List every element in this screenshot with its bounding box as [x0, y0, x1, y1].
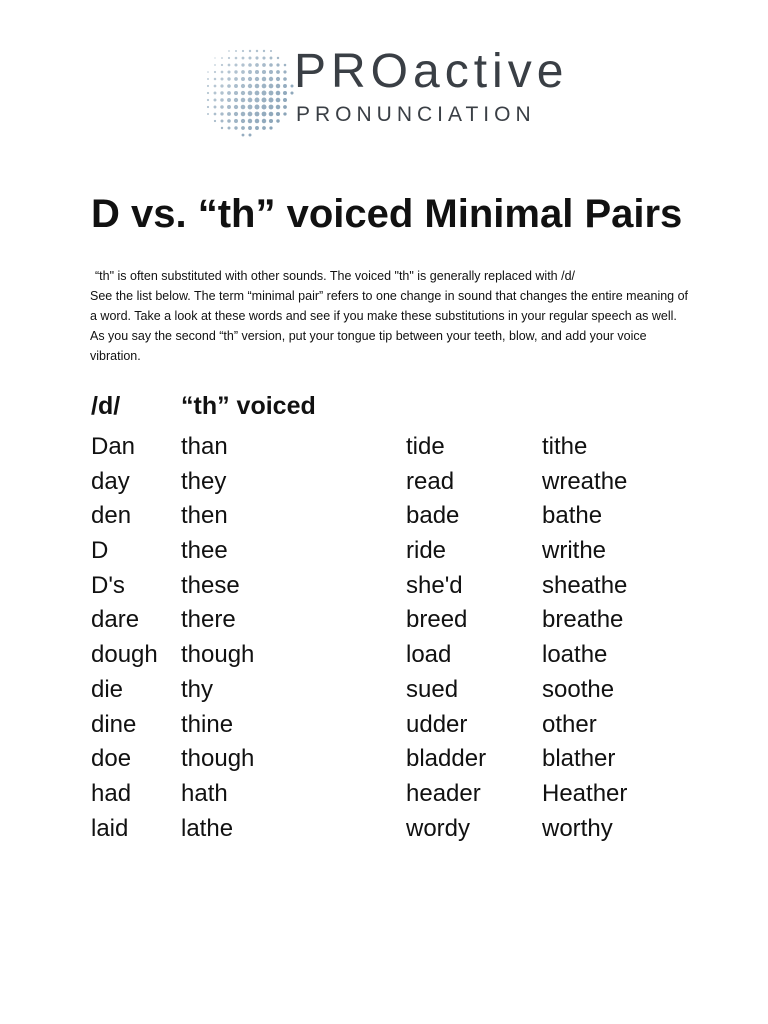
logo-dot	[207, 106, 209, 108]
logo-dot	[255, 105, 260, 110]
word-item: read	[406, 467, 455, 495]
word-item: blather	[542, 745, 616, 773]
logo-dot	[269, 98, 274, 103]
logo-dot	[283, 84, 287, 88]
word-item: sued	[406, 675, 459, 703]
logo-dot	[221, 127, 223, 129]
logo-dot	[227, 112, 231, 116]
word-column-3	[406, 430, 486, 846]
logo-dot	[207, 113, 209, 115]
logo-dot	[248, 98, 253, 103]
word-item: ride	[406, 537, 447, 565]
logo-dot	[221, 71, 224, 74]
logo-dot	[262, 70, 266, 74]
word-item: bladder	[406, 745, 487, 773]
word-item: then	[181, 502, 228, 530]
logo-dot	[234, 98, 238, 102]
brand-logo	[200, 40, 580, 140]
logo-dot	[207, 78, 209, 80]
logo-dot	[227, 98, 231, 102]
logo-dot	[241, 70, 245, 74]
logo-dot	[269, 63, 273, 67]
word-column-1	[91, 430, 158, 846]
word-item: laid	[91, 814, 129, 842]
logo-dot	[241, 91, 245, 95]
logo-dot	[241, 126, 245, 130]
logo-dot	[220, 91, 223, 94]
logo-dot	[248, 119, 252, 123]
logo-dot	[248, 112, 253, 117]
logo-dot	[214, 99, 217, 102]
logo-dot	[256, 50, 258, 52]
logo-dot	[234, 119, 238, 123]
logo-dot	[248, 105, 253, 110]
dot-globe-icon	[200, 40, 294, 140]
logo-dot	[269, 77, 273, 81]
logo-dot	[249, 50, 251, 52]
logo-dot	[276, 105, 280, 109]
logo-dot	[221, 57, 223, 59]
logo-dot	[248, 91, 253, 96]
logo-dot	[283, 77, 287, 81]
logo-dot	[234, 84, 238, 88]
word-item: dine	[91, 710, 137, 738]
logo-dot	[255, 126, 259, 130]
logo-dot	[214, 120, 216, 122]
logo-dot	[234, 77, 238, 81]
logo-dot	[220, 98, 223, 101]
logo-dot	[214, 78, 217, 81]
logo-dot	[248, 56, 251, 59]
word-item: load	[406, 641, 452, 669]
word-item: wreathe	[542, 467, 628, 495]
logo-dot	[269, 105, 274, 110]
logo-dot	[220, 105, 223, 108]
logo-dot	[242, 134, 245, 137]
word-item: dough	[91, 641, 158, 669]
word-item: other	[542, 710, 597, 738]
logo-dot	[276, 63, 279, 66]
word-item: though	[181, 745, 255, 773]
logo-dot	[269, 119, 273, 123]
logo-dot	[276, 112, 280, 116]
word-item: she'd	[406, 571, 463, 599]
logo-dot	[227, 119, 231, 123]
logo-dot	[214, 92, 217, 95]
logo-dot	[241, 63, 244, 66]
word-item: though	[181, 641, 255, 669]
word-item: den	[91, 502, 132, 530]
logo-dot	[269, 91, 274, 96]
logo-dot	[262, 126, 266, 130]
logo-dot	[283, 70, 286, 73]
logo-dot	[221, 64, 223, 66]
word-item: breed	[406, 606, 468, 634]
logo-dot	[262, 56, 265, 59]
logo-dot	[269, 84, 274, 89]
logo-dot	[248, 70, 252, 74]
word-item: tide	[406, 433, 445, 460]
word-item: worthy	[542, 814, 613, 842]
word-item: wordy	[406, 814, 471, 842]
logo-dot	[276, 119, 279, 122]
word-item: thy	[181, 675, 214, 703]
word-item: breathe	[542, 606, 624, 634]
word-item: D	[91, 537, 109, 565]
word-column-2	[181, 430, 254, 846]
logo-dot	[284, 64, 287, 67]
logo-dot	[234, 112, 238, 116]
logo-dot	[207, 85, 209, 87]
logo-dot	[220, 112, 223, 115]
word-item: header	[406, 779, 481, 807]
logo-dot	[269, 126, 272, 129]
intro-paragraph: See the list below. The term “minimal pair” refers to one change in sound that changes the entire meaning of a word. Take a look at these words and see if you make these substitutions in your regular speech as well. As you say the second “th” version, put your tongue tip between your teeth, blow, and add your voice vibration.	[90, 289, 689, 363]
logo-dot	[228, 64, 231, 67]
logo-dot	[255, 77, 259, 81]
logo-dot	[276, 70, 280, 74]
logo-dot	[235, 57, 238, 60]
logo-dot	[248, 84, 252, 88]
word-item: sheathe	[542, 571, 628, 599]
word-item: lathe	[181, 814, 234, 842]
logo-dot	[262, 84, 267, 89]
word-item: soothe	[542, 675, 615, 703]
word-item: Dan	[91, 433, 136, 460]
brand-name: PROactive	[294, 45, 569, 98]
logo-dot	[214, 106, 217, 109]
logo-dot	[221, 78, 224, 81]
logo-dot	[214, 85, 217, 88]
logo-dot	[255, 98, 260, 103]
intro-line-1: “th" is often substituted with other sounds. The voiced "th" is generally replaced with /d/	[95, 269, 576, 283]
logo-dot	[234, 126, 237, 129]
logo-dot	[227, 70, 230, 73]
logo-dot	[228, 50, 230, 52]
logo-dot	[234, 105, 238, 109]
logo-dot	[227, 105, 231, 109]
logo-dot	[207, 71, 209, 73]
header-d: /d/	[91, 392, 121, 420]
logo-dot	[242, 50, 244, 52]
word-item: thine	[181, 710, 234, 738]
logo-dot	[262, 98, 267, 103]
logo-dot	[227, 77, 230, 80]
word-column-4	[542, 430, 627, 846]
logo-dot	[221, 120, 224, 123]
word-item: dare	[91, 606, 140, 634]
logo-dot	[227, 91, 231, 95]
logo-dot	[234, 91, 238, 95]
logo-dot	[220, 84, 223, 87]
logo-dot	[248, 77, 252, 81]
word-item: these	[181, 571, 240, 599]
logo-dot	[269, 112, 274, 117]
logo-dot	[228, 57, 230, 59]
logo-dot	[241, 98, 246, 103]
word-item: udder	[406, 710, 468, 738]
logo-dot	[255, 63, 259, 67]
word-item: day	[91, 467, 130, 495]
logo-dot	[262, 112, 267, 117]
logo-dot	[241, 119, 245, 123]
logo-dot	[207, 92, 209, 94]
logo-dot	[283, 98, 287, 102]
logo-dot	[235, 50, 237, 52]
logo-dot	[248, 126, 252, 130]
word-item: doe	[91, 745, 132, 773]
logo-dot	[283, 91, 287, 95]
logo-dot	[262, 63, 266, 67]
logo-dot	[276, 84, 280, 88]
logo-dot	[214, 113, 217, 116]
word-item: bathe	[542, 502, 603, 530]
logo-dot	[283, 112, 286, 115]
logo-dot	[255, 70, 259, 74]
logo-dot	[276, 98, 281, 103]
brand-subtitle: PRONUNCIATION	[296, 103, 536, 126]
logo-dot	[214, 57, 215, 58]
logo-dot	[255, 119, 260, 124]
logo-dot	[242, 57, 245, 60]
logo-dot	[283, 105, 287, 109]
logo-dot	[214, 71, 216, 73]
logo-dot	[241, 112, 246, 117]
logo-dot	[276, 77, 280, 81]
logo-dot	[241, 77, 245, 81]
logo-dot	[249, 134, 252, 137]
word-item: tithe	[542, 433, 588, 460]
logo-dot	[241, 84, 245, 88]
word-item: Heather	[542, 779, 628, 807]
word-item: hath	[181, 779, 228, 807]
logo-dot	[276, 91, 281, 96]
logo-dot	[214, 64, 216, 66]
logo-dot	[255, 91, 260, 96]
logo-dot	[255, 112, 260, 117]
logo-dot	[262, 119, 266, 123]
logo-dot	[207, 99, 209, 101]
logo-dot	[269, 70, 273, 74]
logo-dot	[255, 84, 260, 89]
word-item: bade	[406, 502, 460, 530]
word-item: thee	[181, 537, 228, 565]
logo-dot	[262, 105, 267, 110]
header-th-voiced: “th” voiced	[181, 392, 316, 420]
logo-dot	[234, 70, 237, 73]
word-item: die	[91, 675, 124, 703]
logo-dot	[263, 50, 265, 52]
logo-dot	[227, 84, 231, 88]
logo-dot	[228, 127, 231, 130]
logo-dot	[262, 77, 266, 81]
word-item: writhe	[542, 537, 607, 565]
page-title: D vs. “th” voiced Minimal Pairs	[91, 192, 683, 236]
logo-dot	[248, 63, 252, 67]
logo-dot	[241, 105, 246, 110]
word-item: than	[181, 433, 228, 460]
logo-dot	[277, 57, 279, 59]
logo-dot	[234, 63, 237, 66]
word-item: there	[181, 606, 236, 634]
logo-dot	[270, 57, 273, 60]
logo-dot	[270, 50, 272, 52]
word-item: loathe	[542, 641, 608, 669]
word-item: D's	[91, 571, 125, 599]
word-item: had	[91, 779, 132, 807]
intro-text	[90, 266, 690, 366]
word-item: they	[181, 467, 227, 495]
logo-dot	[262, 91, 267, 96]
logo-dot	[255, 56, 258, 59]
